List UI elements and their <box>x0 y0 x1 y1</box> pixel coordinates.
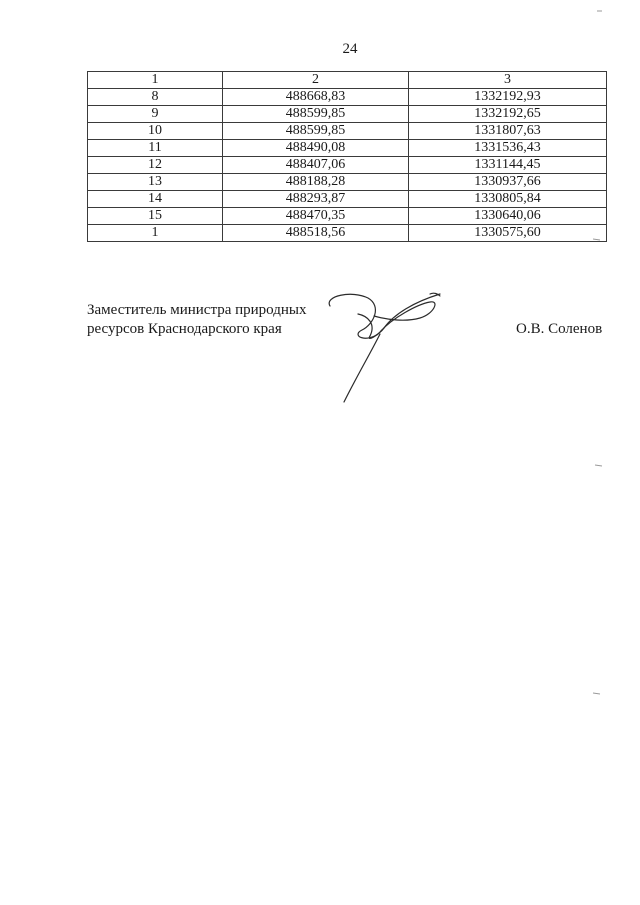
table-header-cell: 1 <box>88 72 223 89</box>
table-cell: 15 <box>88 208 223 225</box>
table-cell: 488470,35 <box>223 208 409 225</box>
table-row <box>88 89 607 106</box>
table-cell: 1332192,65 <box>409 106 607 123</box>
table-cell: 488188,28 <box>223 174 409 191</box>
table-cell: 9 <box>88 106 223 123</box>
scan-mark <box>596 8 604 14</box>
table-cell: 1330805,84 <box>409 191 607 208</box>
table-cell: 488518,56 <box>223 225 409 242</box>
signer-position <box>87 301 327 339</box>
table-row <box>88 123 607 140</box>
table-cell: 488490,08 <box>223 140 409 157</box>
table-cell: 488293,87 <box>223 191 409 208</box>
table-row <box>88 106 607 123</box>
table-cell: 1 <box>88 225 223 242</box>
table-cell: 1330575,60 <box>409 225 607 242</box>
table-row <box>88 174 607 191</box>
table-cell: 12 <box>88 157 223 174</box>
table-cell: 10 <box>88 123 223 140</box>
table-cell: 488599,85 <box>223 106 409 123</box>
table-cell: 13 <box>88 174 223 191</box>
table-cell: 1331807,63 <box>409 123 607 140</box>
table-cell: 11 <box>88 140 223 157</box>
table-header-cell: 3 <box>409 72 607 89</box>
table-cell: 14 <box>88 191 223 208</box>
table-cell: 8 <box>88 89 223 106</box>
signer-name: О.В. Соленов <box>516 321 603 337</box>
table-row <box>88 225 607 242</box>
table-cell: 1331536,43 <box>409 140 607 157</box>
table-cell: 1330640,06 <box>409 208 607 225</box>
table-cell: 1330937,66 <box>409 174 607 191</box>
scan-mark <box>592 690 602 696</box>
table-header-row <box>88 72 607 89</box>
coordinates-table <box>87 71 607 242</box>
table-cell: 488407,06 <box>223 157 409 174</box>
table-row <box>88 191 607 208</box>
table-header-cell: 2 <box>223 72 409 89</box>
handwritten-signature <box>322 284 452 409</box>
table-cell: 488668,83 <box>223 89 409 106</box>
signer-position-line: ресурсов Краснодарского края <box>87 321 282 337</box>
page-number: 24 <box>342 41 358 57</box>
table-cell: 1331144,45 <box>409 157 607 174</box>
scan-mark <box>592 236 602 242</box>
table-row <box>88 157 607 174</box>
table-row <box>88 140 607 157</box>
scan-mark <box>594 462 604 468</box>
table-cell: 488599,85 <box>223 123 409 140</box>
table-cell: 1332192,93 <box>409 89 607 106</box>
signer-position-line: Заместитель министра природных <box>87 302 307 318</box>
table-row <box>88 208 607 225</box>
